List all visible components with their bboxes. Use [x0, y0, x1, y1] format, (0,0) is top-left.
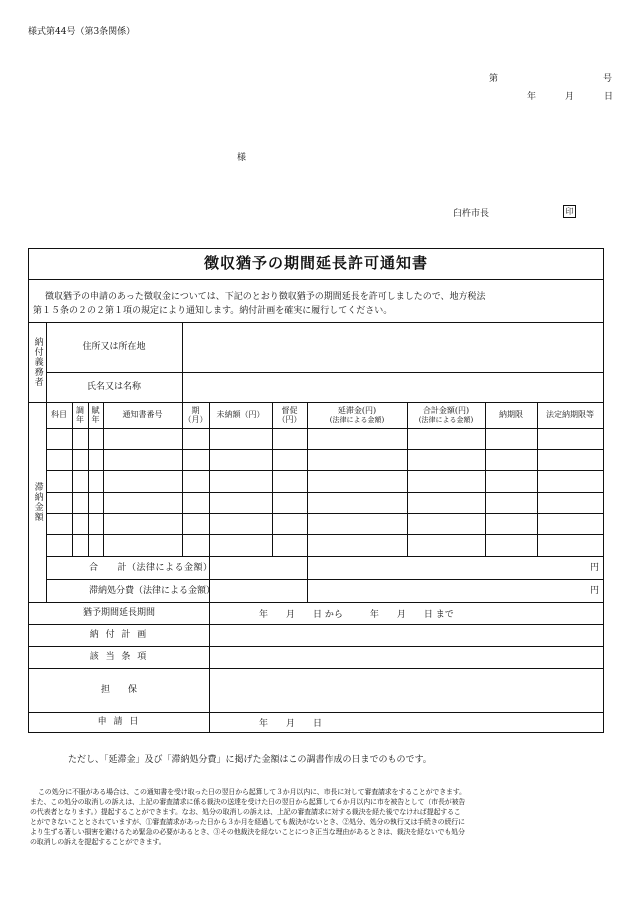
sum-yen: 円: [590, 563, 600, 573]
col-entai-sub: (法律による金額): [329, 415, 385, 424]
mayor-title: 臼杵市長: [453, 209, 490, 219]
form-number: 様式第44号（第3条関係）: [28, 27, 136, 37]
appeal-line-6: の取消しの訴えを提起することができます。: [30, 838, 166, 846]
extension-value: 年 月 日 から 年 月 日 まで: [259, 610, 454, 620]
appeal-line-5: より生ずる著しい損害を避けるため緊急の必要があるとき、③その他裁決を経ないことにつき正当な理由があるときは、裁決を経ないでも処分: [30, 828, 465, 836]
clause-label: 該 当 条 項: [89, 651, 149, 662]
extension-label: 猶予期間延長期間: [82, 607, 155, 618]
security-label: 担 保: [100, 684, 137, 695]
amount-note: ただし、「延滞金」及び「滞納処分費」に掲げた金額はこの調書作成の日までのものです。: [68, 755, 432, 765]
apply-value: 年 月 日: [259, 719, 323, 729]
taxpayer-label: 納付義務者: [32, 337, 43, 387]
intro-line-2: 第１５条の２の２第１項の規定により通知します。納付計画を確実に履行してください。: [33, 306, 393, 316]
col-notice-no: 通知書番号: [122, 410, 163, 420]
col-entai-label: 延滞金(円): [337, 406, 377, 416]
doc-number-dai: 第: [489, 74, 499, 84]
col-funen: 賦年: [91, 405, 100, 424]
seal-mark: 印: [563, 205, 576, 218]
col-due: 納期限: [499, 410, 523, 420]
sum-label: 合 計（法律による金額）: [89, 563, 213, 573]
name-label: 氏名又は名称: [86, 381, 141, 392]
col-legal-due: 法定納期限等: [546, 410, 594, 420]
appeal-line-1: この処分に不服がある場合は、この通知書を受け取った日の翌日から起算して３か月以内に、市長に対して審査請求をすることができます。: [38, 788, 466, 796]
appeal-line-4: とができないこととされていますが、①審査請求があった日から３か月を経過しても裁決がないとき、②処分、処分の執行又は手続きの続行に: [30, 818, 465, 826]
notice-form: [28, 248, 604, 733]
plan-label: 納 付 計 画: [89, 629, 149, 640]
appeal-line-2: また、この処分の取消しの訴えは、上記の審査請求に係る裁決の送達を受けた日の翌日から起算して６か月以内に市を被告として（市長が被告: [30, 798, 466, 806]
intro-line-1: 徴収猶予の申請のあった徴収金については、下記のとおり徴収猶予の期間延長を許可しましたので、地方税法: [45, 292, 486, 302]
fee-label: 滞納処分費（法律による金額）: [89, 586, 216, 596]
address-label: 住所又は所在地: [82, 341, 146, 352]
delinquent-label: 滞納金額: [32, 482, 43, 522]
col-unpaid: 未納額（円）: [216, 410, 265, 420]
col-total-sub: (法律による金額): [418, 415, 474, 424]
col-kamoku: 科目: [51, 410, 67, 420]
apply-label: 申 請 日: [97, 716, 141, 727]
date-year: 年: [527, 92, 537, 102]
col-chonen: 調年: [76, 405, 84, 424]
col-ki: 期（月）: [183, 405, 208, 424]
addressee-sama: 様: [237, 153, 247, 163]
col-tokusoku: 督促（円）: [277, 405, 302, 424]
doc-number-go: 号: [603, 74, 613, 84]
col-total-label: 合計金額(円): [422, 406, 470, 416]
fee-yen: 円: [590, 586, 600, 596]
appeal-line-3: の代表者となります。）提起することができます。なお、処分の取消しの訴えは、上記の審査請求に対する裁決を経た後でなければ提起するこ: [30, 808, 461, 816]
col-entai: [307, 402, 407, 428]
col-total: [407, 402, 485, 428]
date-day: 日: [604, 92, 614, 102]
form-title: 徴収猶予の期間延長許可通知書: [203, 254, 428, 273]
date-month: 月: [565, 92, 575, 102]
